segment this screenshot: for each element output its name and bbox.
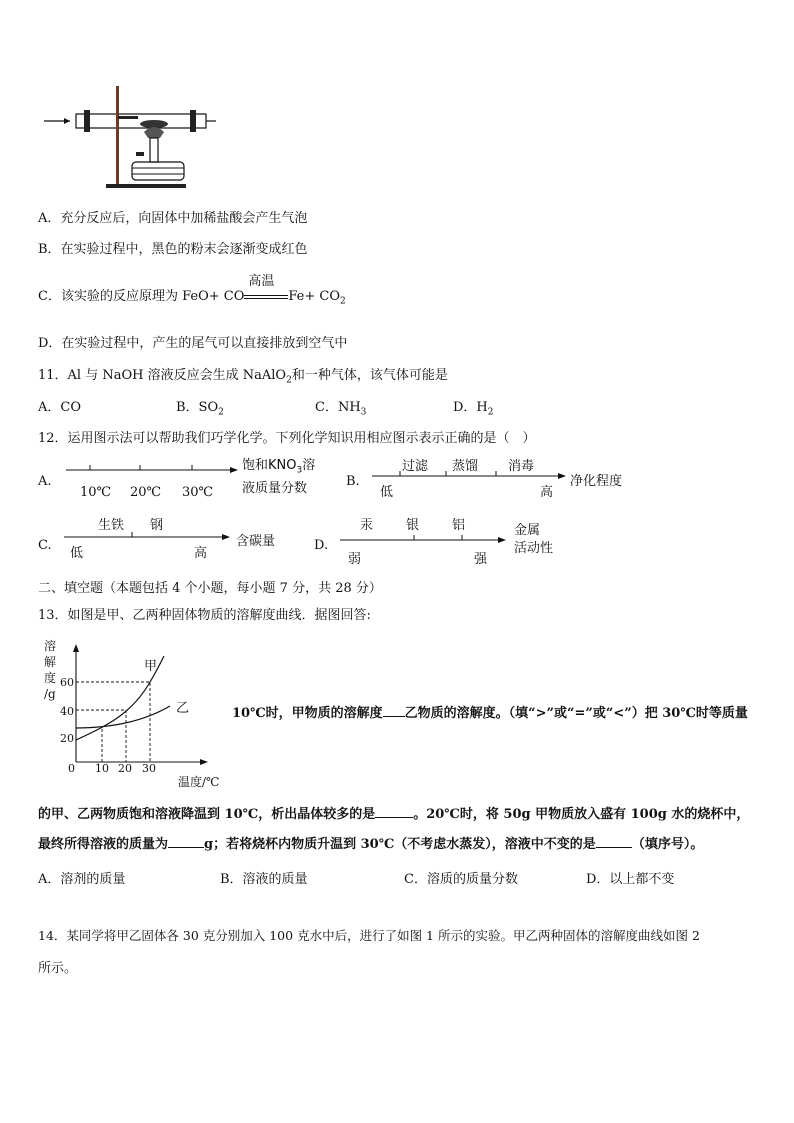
q12-b-right: 净化程度 (570, 474, 623, 489)
q11-option-b (176, 396, 224, 418)
solubility-graph (36, 634, 236, 794)
q10-option-d: D．在实验过程中，产生的尾气可以直接排放到空气中 (38, 336, 348, 351)
q12-d-item-1: 汞 (360, 518, 374, 533)
apparatus-figure (40, 86, 220, 192)
q11-stem-b: 和一种气体，该气体可能是 (291, 368, 448, 383)
q12-a-tick-30: 30℃ (182, 485, 214, 500)
q10-option-c-prefix: C．该实验的反应原理为 FeO+ CO (38, 289, 245, 304)
q12-b-item-3: 消毒 (508, 459, 535, 474)
q11-option-c (315, 396, 366, 418)
q13-option-a: A．溶剂的质量 (38, 872, 126, 887)
q12-b-item-1: 过滤 (402, 459, 429, 474)
q13-text-line3 (38, 833, 703, 852)
answer-blank-4[interactable] (596, 835, 632, 848)
q12-d-high: 强 (474, 552, 488, 567)
q14-line1: 14．某同学将甲乙固体各 30 克分别加入 100 克水中后，进行了如图 1 所示的实验。甲乙两种固体的溶解度曲线如图 2 (38, 928, 700, 943)
q12-a-right (242, 457, 315, 497)
q11-option-c-sub: 3 (360, 407, 367, 418)
q12-b-item-2: 蒸馏 (452, 459, 479, 474)
q12-d-label: D. (314, 538, 329, 553)
graph-ylabel-3: 度 (44, 671, 57, 685)
q12-a-tick-20: 20℃ (130, 485, 162, 500)
graph-ytick-20: 20 (60, 732, 74, 745)
graph-xtick-30: 30 (142, 762, 156, 775)
graph-origin: 0 (68, 762, 75, 775)
q12-c-diagram (64, 513, 244, 563)
q13-option-d: D．以上都不变 (586, 872, 675, 887)
graph-ylabel-1: 溶 (44, 639, 57, 653)
q11-option-b-text: B．SO (176, 400, 219, 415)
graph-ylabel-4: /g (44, 687, 56, 701)
q12-b-high: 高 (540, 485, 554, 500)
q13-option-b: B．溶液的质量 (220, 872, 308, 887)
q11-option-b-sub: 2 (218, 407, 224, 418)
q12-a-right-sub: 3 (296, 465, 303, 476)
q12-c-item-1: 生铁 (98, 518, 125, 533)
q12-a-tick-10: 10℃ (80, 485, 112, 500)
graph-ytick-40: 40 (60, 705, 74, 718)
q14-line2: 所示。 (38, 961, 78, 976)
q12-a-right-line1-b: 溶 (302, 458, 316, 473)
q12-a-label: A. (38, 474, 52, 489)
answer-blank-1[interactable] (383, 704, 405, 717)
q13-text-line1 (232, 702, 748, 721)
co2-subscript: 2 (340, 296, 346, 307)
q12-d-item-2: 银 (406, 518, 420, 533)
curve-yi (76, 706, 170, 728)
q13-text1: 10℃时，甲物质的溶解度 (232, 706, 383, 721)
q12-d-low: 弱 (348, 552, 362, 567)
q13-text-line2 (38, 803, 749, 822)
graph-xlabel: 温度/℃ (178, 775, 220, 789)
q11-option-c-text: C．NH (315, 400, 361, 415)
answer-blank-2[interactable] (375, 805, 413, 818)
q11-option-d-sub: 2 (487, 407, 494, 418)
q12-c-right: 含碳量 (236, 534, 276, 549)
graph-ylabel-2: 解 (44, 655, 57, 669)
q12-c-high: 高 (194, 546, 208, 561)
graph-xtick-10: 10 (95, 762, 109, 775)
q12-d-right-line2: 活动性 (514, 541, 554, 556)
q11-stem-a: 11．Al 与 NaOH 溶液反应会生成 NaAlO (38, 368, 287, 383)
q10-option-b: B．在实验过程中，黑色的粉末会逐渐变成红色 (38, 242, 308, 257)
section-2-heading: 二、填空题（本题包括 4 个小题，每小题 7 分，共 28 分） (38, 581, 382, 596)
q13-line3c: （填序号）。 (631, 837, 704, 852)
q12-a-right-line1-a: 饱和KNO (242, 458, 297, 473)
q12-d-diagram (340, 513, 520, 567)
q11-option-d-text: D．H (453, 400, 488, 415)
reaction-condition (244, 273, 288, 304)
q12-d-right-line1: 金属 (514, 523, 541, 538)
q13-option-c: C．溶质的质量分数 (404, 872, 518, 887)
q12-c-label: C. (38, 538, 52, 553)
q12-a-right-line1 (242, 457, 315, 480)
q13-line2b: 。20℃时，将 50g 甲物质放入盛有 100g 水的烧杯中， (413, 807, 750, 822)
q13-line2a: 的甲、乙两物质饱和溶液降温到 10℃，析出晶体较多的是 (38, 807, 376, 822)
q12-c-item-2: 钢 (150, 518, 164, 533)
q12-b-low: 低 (380, 485, 394, 500)
q12-b-diagram (372, 456, 572, 504)
q13-line3a: 最终所得溶液的质量为 (38, 837, 169, 852)
q11-option-d (453, 396, 494, 418)
answer-blank-3[interactable] (168, 835, 204, 848)
q11-stem-sub: 2 (286, 375, 292, 386)
q12-d-item-3: 铝 (452, 518, 466, 533)
q10-option-c (38, 273, 346, 307)
q12-a-right-line2: 液质量分数 (242, 480, 308, 496)
q12-c-low: 低 (70, 546, 84, 561)
q12-stem: 12．运用图示法可以帮助我们巧学化学。下列化学知识用相应图示表示正确的是（ ） (38, 431, 536, 446)
q12-b-label: B. (346, 474, 360, 489)
curve-jia-label: 甲 (144, 659, 158, 674)
q13-stem: 13．如图是甲、乙两种固体物质的溶解度曲线．据图回答: (38, 608, 371, 623)
q13-line3b: g；若将烧杯内物质升温到 30℃（不考虑水蒸发），溶液中不变的是 (204, 837, 596, 852)
graph-ytick-60: 60 (60, 676, 74, 689)
q12-d-right (514, 522, 553, 558)
condition-text: 高温 (248, 273, 275, 289)
q11-option-a: A．CO (38, 400, 81, 415)
graph-xtick-20: 20 (118, 762, 132, 775)
q13-text2: 乙物质的溶解度。（填“>”或“=”或“<”）把 30℃时等质量 (404, 706, 748, 721)
q10-option-c-suffix: Fe+ CO (288, 289, 341, 304)
q10-option-a: A．充分反应后，向固体中加稀盐酸会产生气泡 (38, 211, 308, 226)
curve-yi-label: 乙 (176, 701, 190, 716)
q11-stem (38, 364, 448, 386)
